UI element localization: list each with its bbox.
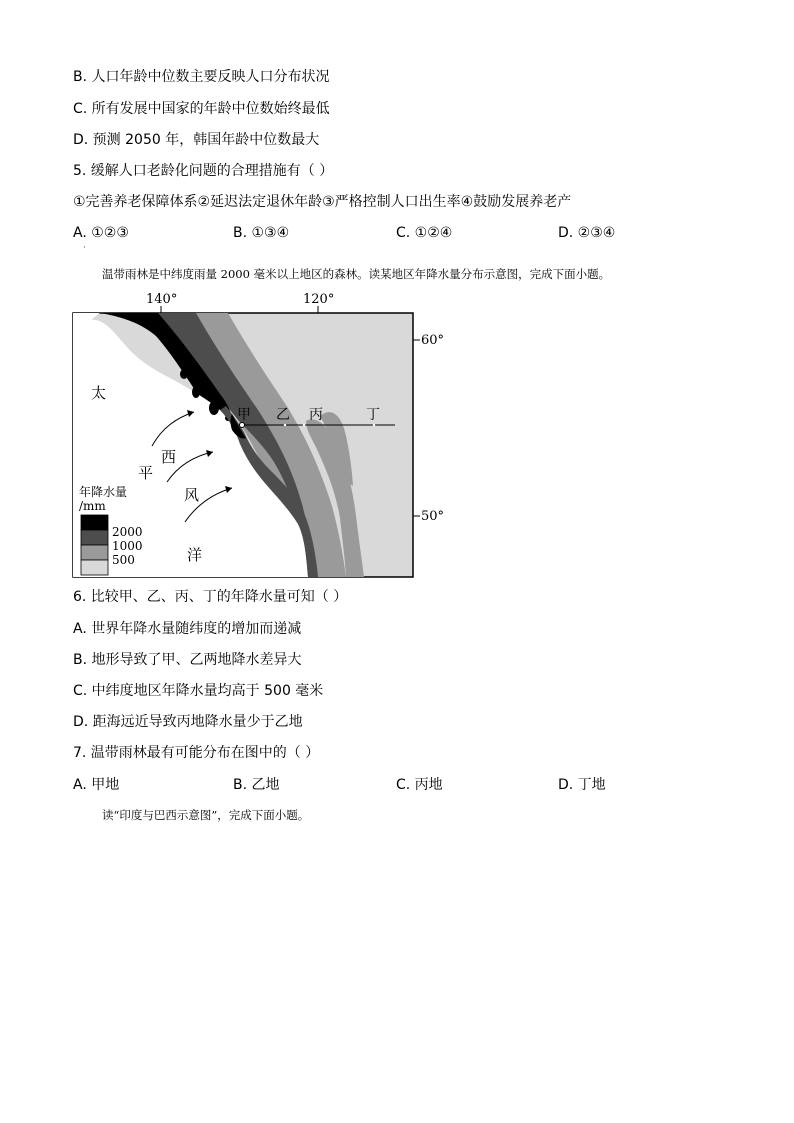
wind-char-1: 西 [161, 448, 177, 466]
q7-option-c: C. 丙地 [396, 777, 443, 793]
lat-label-60: 60° [421, 333, 445, 348]
lon-label-140: 140° [146, 292, 178, 307]
site-label-jia: 甲 [237, 407, 251, 423]
lat-label-50: 50° [421, 509, 445, 524]
island [209, 401, 219, 415]
map-intro: 温带雨林是中纬度雨量 2000 毫米以上地区的森林。读某地区年降水量分布示意图，完成下面小题。 [102, 267, 611, 281]
island [192, 386, 200, 398]
q6-option-d: D. 距海远近导致丙地降水量少于乙地 [73, 714, 303, 730]
site-bing-point [303, 424, 305, 426]
site-jia-point [240, 423, 245, 428]
legend-value-500: 500 [112, 553, 135, 567]
india-brazil-intro: 读“印度与巴西示意图”，完成下面小题。 [102, 808, 310, 822]
q5-option-c: C. ①②④ [396, 225, 453, 241]
legend-swatch-500-1000 [81, 545, 108, 560]
legend-value-2000: 2000 [112, 525, 143, 539]
q4-option-d: D. 预测 2050 年，韩国年龄中位数最大 [73, 132, 320, 148]
q7-option-b: B. 乙地 [233, 777, 280, 793]
q6-option-a: A. 世界年降水量随纬度的增加而递减 [73, 621, 302, 637]
legend-unit: /mm [79, 499, 106, 513]
q6-option-b: B. 地形导致了甲、乙两地降水差异大 [73, 652, 302, 668]
site-label-ding: 丁 [366, 407, 380, 423]
lon-label-120: 120° [303, 292, 335, 307]
legend-title: 年降水量 [79, 485, 128, 499]
q5-option-d: D. ②③④ [558, 225, 616, 241]
q4-option-b: B. 人口年龄中位数主要反映人口分布状况 [73, 69, 330, 85]
q4-option-c: C. 所有发展中国家的年龄中位数始终最低 [73, 101, 330, 117]
q7-option-d: D. 丁地 [558, 777, 606, 793]
ocean-char-3: 洋 [187, 546, 203, 564]
site-label-bing: 丙 [309, 407, 323, 423]
island [180, 369, 188, 379]
q6-stem: 6. 比较甲、乙、丙、丁的年降水量可知（ ） [73, 589, 348, 605]
legend-swatch-under-500 [81, 560, 108, 575]
precipitation-map [70, 286, 450, 582]
wind-char-2: 风 [184, 486, 200, 504]
q5-items: ①完善养老保障体系②延迟法定退休年龄③严格控制人口出生率④鼓励发展养老产 [73, 194, 572, 210]
ocean-char-2: 平 [138, 464, 154, 482]
legend-swatch-1000-2000 [81, 530, 108, 545]
q5-option-b: B. ①③④ [233, 225, 290, 241]
q5-option-a: A. ①②③ [73, 225, 129, 241]
site-yi-point [284, 424, 286, 426]
stray-dot: · [83, 243, 86, 252]
site-ding-point [373, 424, 375, 426]
q7-option-a: A. 甲地 [73, 777, 120, 793]
site-label-yi: 乙 [276, 407, 290, 423]
q7-stem: 7. 温带雨林最有可能分布在图中的（ ） [73, 745, 320, 761]
q5-stem: 5. 缓解人口老龄化问题的合理措施有（ ） [73, 163, 334, 179]
ocean-char-1: 太 [91, 384, 107, 402]
legend-swatch-over-2000 [81, 515, 108, 530]
legend-value-1000: 1000 [112, 539, 143, 553]
q6-option-c: C. 中纬度地区年降水量均高于 500 毫米 [73, 683, 324, 699]
